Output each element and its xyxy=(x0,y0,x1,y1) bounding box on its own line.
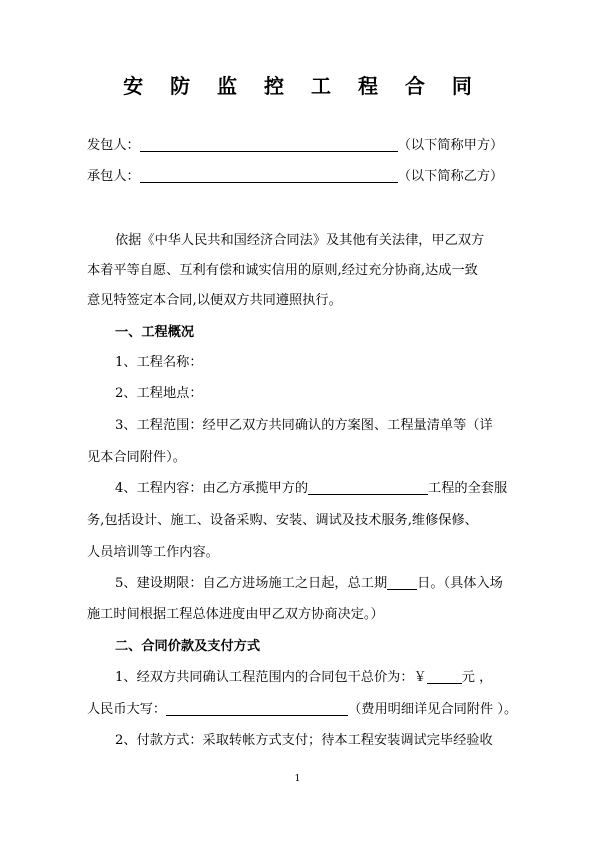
item-5-suffix: 日。（具体入场 xyxy=(417,576,503,591)
party-b-note: （以下简称乙方） xyxy=(397,169,504,184)
item-3-line-2: 见本合同附件）。 xyxy=(87,450,186,465)
section-2-heading: 二、合同价款及支付方式 xyxy=(115,639,261,654)
item-2: 2、工程地点： xyxy=(115,386,203,401)
party-b-line xyxy=(87,169,503,185)
payment-1-line-2-suffix: （费用明细详见合同附件 ）。 xyxy=(348,702,518,717)
item-5-prefix: 5、建设期限：自乙方进场施工之日起，总工期 xyxy=(115,576,388,591)
party-b-blank[interactable] xyxy=(140,169,398,183)
payment-1-line-1 xyxy=(115,670,492,686)
party-a-note: （以下简称甲方） xyxy=(397,138,504,153)
party-a-label: 发包人： xyxy=(87,138,140,153)
item-1: 1、工程名称： xyxy=(115,355,203,370)
intro-line-3: 意见特签定本合同,以便双方共同遵照执行。 xyxy=(87,293,342,308)
item-4-line-1 xyxy=(115,481,507,497)
party-a-blank[interactable] xyxy=(140,138,398,152)
item-4-suffix: 工程的全套服 xyxy=(428,481,508,496)
price-in-words-blank[interactable] xyxy=(166,702,348,716)
party-b-label: 承包人： xyxy=(87,169,140,184)
item-4-prefix: 4、工程内容：由乙方承揽甲方的 xyxy=(115,481,309,496)
section-1-heading: 一、工程概况 xyxy=(115,325,195,340)
payment-1-prefix: 1、经双方共同确认工程范围内的合同包干总价为：￥ xyxy=(115,670,427,685)
intro-line-2: 本着平等自愿、互利有偿和诚实信用的原则,经过充分协商,达成一致 xyxy=(87,263,478,278)
party-a-line xyxy=(87,138,503,154)
item-5-line-1 xyxy=(115,576,503,592)
payment-1-line-2-prefix: 人民币大写： xyxy=(87,702,167,717)
page-number: 1 xyxy=(294,774,301,784)
document-title: 安 防 监 控 工 程 合 同 xyxy=(123,74,482,98)
item-5-line-2: 施工时间根据工程总体进度由甲乙双方协商决定。） xyxy=(87,607,384,622)
payment-1-suffix: 元 ， xyxy=(461,670,493,685)
total-price-blank[interactable] xyxy=(427,670,462,684)
item-5-blank[interactable] xyxy=(387,576,417,590)
item-4-blank[interactable] xyxy=(308,481,428,495)
item-4-line-3: 人员培训等工作内容。 xyxy=(87,545,219,560)
payment-2-line-1: 2、付款方式：采取转帐方式支付；待本工程安装调试完毕经验收 xyxy=(115,733,493,748)
item-3-line-1: 3、工程范围：经甲乙双方共同确认的方案图、工程量清单等（详 xyxy=(115,418,493,433)
item-4-line-2: 务,包括设计、施工、设备采购、安装、调试及技术服务,维修保修、 xyxy=(87,513,478,528)
intro-line-1: 依据《中华人民共和国经济合同法》及其他有关法律，甲乙双方 xyxy=(115,233,485,248)
payment-1-line-2 xyxy=(87,702,517,718)
